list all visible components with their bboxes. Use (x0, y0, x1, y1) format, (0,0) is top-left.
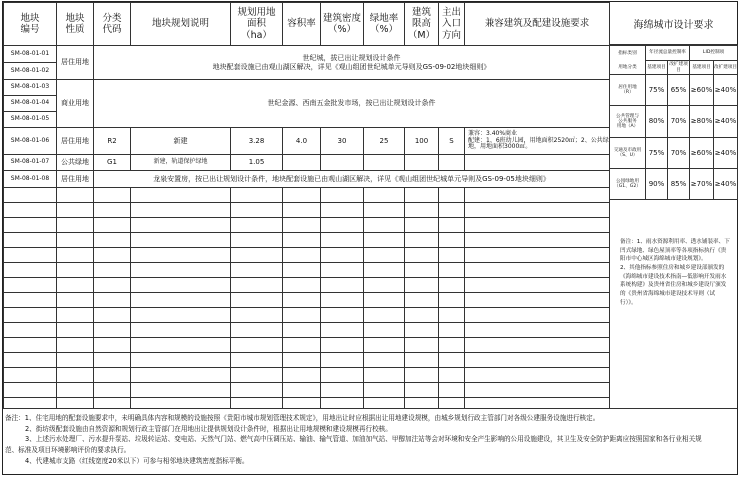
plot-id: SM-08-01-07 (4, 155, 57, 171)
sponge-val: 75% (646, 138, 668, 169)
plot-id: SM-08-01-03 (4, 80, 57, 96)
merged-plan-text: 龙泉安置房，按已出让规划设计条件，地块配套设施已由观山湖区解决，详见《观山组团世纪城单元导则及GS-09-05地块细则》 (94, 171, 610, 188)
plot-id: SM-08-01-08 (4, 171, 57, 188)
density: 30 (321, 128, 364, 155)
sponge-h-reno2: 改扩建项目 (714, 61, 738, 75)
table-row (4, 128, 610, 155)
footnote-2: 2、街坊级配套设施由自然资源和规划行政主管部门在用地出让提供规划设计条件时，根据出让用地规模和建设规模再行校核。 (25, 424, 392, 433)
empty-row (4, 308, 610, 323)
plan-desc: 新建 (131, 128, 231, 155)
header-access: 主出 入口 方向 (439, 3, 465, 46)
header-plan-desc: 地块规划说明 (131, 3, 231, 46)
sponge-row (610, 169, 738, 200)
footnote-3: 3、上述污水处理厂、污水提升泵站、垃圾转运站、变电站、天然气门站、燃气高中压调压站、输油、输气管道、加油加气站、甲醇加注站等会对环境和安全产生影响的公用设施建设，其卫生及安全防护距离应按照国家和各行业相关规 (25, 435, 702, 444)
sponge-h-land: 用地分类 (610, 61, 646, 75)
sponge-row (610, 106, 738, 138)
sponge-cat: 公园绿地用 （G1、G2） (610, 169, 646, 200)
plot-nature: 居住用地 (57, 46, 94, 80)
header-nature: 地块 性质 (57, 3, 94, 46)
sponge-val: ≥80% (690, 106, 714, 138)
header-area: 规划用地 面积 （ha） (231, 3, 283, 46)
footnote-1: 备注：1、住宅用地的配套设施要求中，未明确具体内容和规模的设施按照《贵阳市城市规划管理技术规定》，用地出让时应根据出让用地建设规模，由城乡规划行政主管部门对各级公建服务设施进行核定。 (5, 414, 600, 422)
sponge-val: 70% (668, 106, 690, 138)
sponge-cat: 交通及市政用 （S、U） (610, 138, 646, 169)
empty-row (4, 263, 610, 278)
plot-id: SM-08-01-02 (4, 63, 57, 80)
sponge-val: 75% (646, 75, 668, 106)
empty-row (4, 218, 610, 233)
footnotes (3, 408, 737, 474)
empty-row (4, 293, 610, 308)
sponge-cat: 公共管理与 公共服务 用地（A） (610, 106, 646, 138)
sponge-val: ≥70% (690, 169, 714, 200)
plot-id: SM-08-01-01 (4, 46, 57, 63)
sponge-cat: 居住用地 （R） (610, 75, 646, 106)
empty-row (4, 368, 610, 383)
sponge-val: ≥60% (690, 75, 714, 106)
header-compat: 兼容建筑及配建设施要求 (465, 3, 610, 46)
sponge-val: 90% (646, 169, 668, 200)
sponge-val: 85% (668, 169, 690, 200)
class-code: R2 (94, 128, 131, 155)
empty-row (4, 248, 610, 263)
sponge-val: ≥60% (690, 138, 714, 169)
empty-row (4, 188, 610, 203)
plan-desc: 新建，轨道保护绿地 (131, 155, 231, 171)
table-row (4, 171, 610, 188)
sponge-title: 海绵城市设计要求 (609, 2, 737, 45)
sponge-note-area (609, 199, 737, 408)
plot-id: SM-08-01-04 (4, 96, 57, 112)
height-limit: 100 (405, 128, 439, 155)
far: 4.0 (283, 128, 321, 155)
header-density: 建筑密度 （%） (321, 3, 364, 46)
area: 1.05 (231, 155, 283, 171)
class-code: G1 (94, 155, 131, 171)
sponge-h-lid: LID控制项 (690, 46, 738, 61)
empty-row (4, 278, 610, 293)
table-row (4, 46, 610, 63)
header-class-code: 分类 代码 (94, 3, 131, 46)
sponge-val: ≥40% (714, 169, 738, 200)
header-plot-id: 地块 编号 (4, 3, 57, 46)
sponge-h-base: 基建项目 (646, 61, 668, 75)
footnote-3-cont: 范、标准及项目环境影响评价的要求执行。 (5, 446, 131, 455)
sponge-h-reno: 改扩建项目 (669, 62, 688, 73)
sponge-val: 65% (668, 75, 690, 106)
empty-row (4, 233, 610, 248)
footnote-4: 4、代建城市支路（红线宽度20米以下）可参与相邻地块建筑密度指标平衡。 (25, 456, 249, 465)
plot-control-table (3, 2, 610, 409)
sponge-val: ≥40% (714, 138, 738, 169)
sponge-row (610, 138, 738, 169)
sponge-h-runoff: 年径流总量控制率 (646, 46, 690, 61)
sponge-note: 备注：1、雨水资源利用率、透水铺装率、下凹式绿地、绿色屋顶率等各项指标执行《贵阳市中心城区海绵城市建设规划》。 2、其他指标参照住房和城乡建设部颁发的《海绵城市建设技术指南—低影响开发雨水系统构建》及贵州省住房和城乡建设厅颁发的《贵州省海绵城市建设技术导则（试 行）》。 (620, 239, 730, 306)
empty-row (4, 203, 610, 218)
plot-nature: 商业用地 (57, 80, 94, 128)
empty-row (4, 353, 610, 368)
empty-row (4, 398, 610, 409)
plot-nature: 公共绿地 (57, 155, 94, 171)
header-far: 容积率 (283, 3, 321, 46)
area: 3.28 (231, 128, 283, 155)
table-row (4, 155, 610, 171)
compat-requirements: 兼容：3.40%商业 配建：1、6班幼儿园，用地面积2520㎡；2、公共绿地，用地面积3000㎡。 (465, 128, 610, 155)
green-ratio: 25 (364, 128, 405, 155)
header-height: 建筑 限高 （M） (405, 3, 439, 46)
control-plan-table-sheet (2, 1, 738, 475)
plot-nature: 居住用地 (57, 171, 94, 188)
plot-id: SM-08-01-06 (4, 128, 57, 155)
merged-plan-text: 世纪城，拔已出让规划设计条件 地块配套设施已由观山湖区解决，详见《观山组团世纪城单元导则及GS-09-02地块细则》 (94, 46, 610, 80)
header-green: 绿地率 （%） (364, 3, 405, 46)
sponge-table (609, 45, 738, 200)
sponge-row (610, 75, 738, 106)
plot-id: SM-08-01-05 (4, 112, 57, 128)
merged-plan-text: 世纪金源、西南五金批发市场，按已出让规划设计条件 (94, 80, 610, 128)
sponge-h-base2: 基建项目 (690, 61, 714, 75)
sponge-val: ≥40% (714, 106, 738, 138)
empty-row (4, 323, 610, 338)
sponge-val: 70% (668, 138, 690, 169)
sponge-val: 80% (646, 106, 668, 138)
access-direction: S (439, 128, 465, 155)
sponge-val: ≥40% (714, 75, 738, 106)
sponge-h-index: 指标类别 (610, 46, 646, 61)
plot-nature: 居住用地 (57, 128, 94, 155)
empty-row (4, 383, 610, 398)
table-row (4, 80, 610, 96)
empty-row (4, 338, 610, 353)
